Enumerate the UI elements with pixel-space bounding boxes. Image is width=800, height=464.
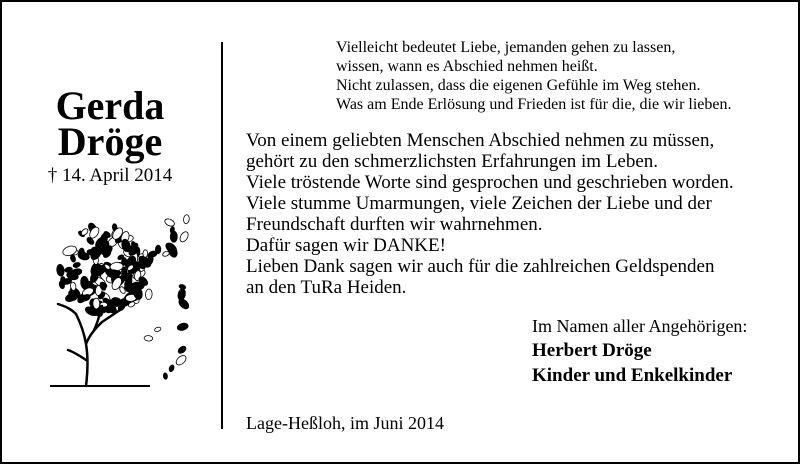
leaf [71,268,82,276]
leaf [147,250,158,259]
leaf [143,250,148,258]
message-line: Viele tröstende Worte sind gesprochen und geschrieben worden. [246,172,734,193]
leaf [144,335,153,341]
leaf [177,345,187,355]
leaf [93,298,100,309]
deceased-last-name: Dröge [57,119,163,164]
signature-name: Herbert Dröge [532,340,652,361]
deceased-first-name: Gerda [55,83,165,128]
leaf [145,289,152,300]
leaf [178,230,189,243]
vertical-divider [221,42,223,429]
leaf [72,262,80,269]
leaf [174,354,187,367]
death-date: † 14. April 2014 [47,165,173,186]
leaf [177,322,189,331]
poem-line: Nicht zulassen, dass die eigenen Gefühle im Weg stehen. [336,77,701,94]
leaf [164,217,176,227]
leaf [154,326,162,332]
deceased-panel [2,2,218,462]
leaf [61,276,66,283]
message-line: Lieben Dank sagen wir auch für die zahlreichen Geldspenden [246,256,715,277]
leaf [56,264,65,277]
windswept-tree-icon [46,210,192,388]
tree-trunk [58,304,120,386]
message-line: Dafür sagen wir DANKE! [246,235,446,256]
message-line: Von einem geliebten Menschen Abschied nehmen zu müssen, [246,130,715,151]
message-line: gehört zu den schmerzlichsten Erfahrungen im Leben. [246,151,659,172]
leaf [62,244,78,257]
poem-line: Vielleicht bedeutet Liebe, jemanden gehen zu lassen, [336,39,676,56]
message-line: an den TuRa Heiden. [246,277,407,298]
message-line: Freundschaft durften wir wahrnehmen. [246,214,543,235]
place-date: Lage-Heßloh, im Juni 2014 [246,413,444,433]
signature-name: Kinder und Enkelkinder [532,365,733,386]
leaf [183,214,190,224]
leaf [168,364,175,372]
poem-line: Was am Ende Erlösung und Frieden ist für die, die wir lieben. [336,96,732,113]
message-line: Viele stumme Umarmungen, viele Zeichen der Liebe und der [246,193,712,214]
signature-intro: Im Namen aller Angehörigen: [532,316,748,336]
poem-line: wissen, wann es Abschied nehmen heißt. [336,58,598,75]
leaf [163,373,168,380]
